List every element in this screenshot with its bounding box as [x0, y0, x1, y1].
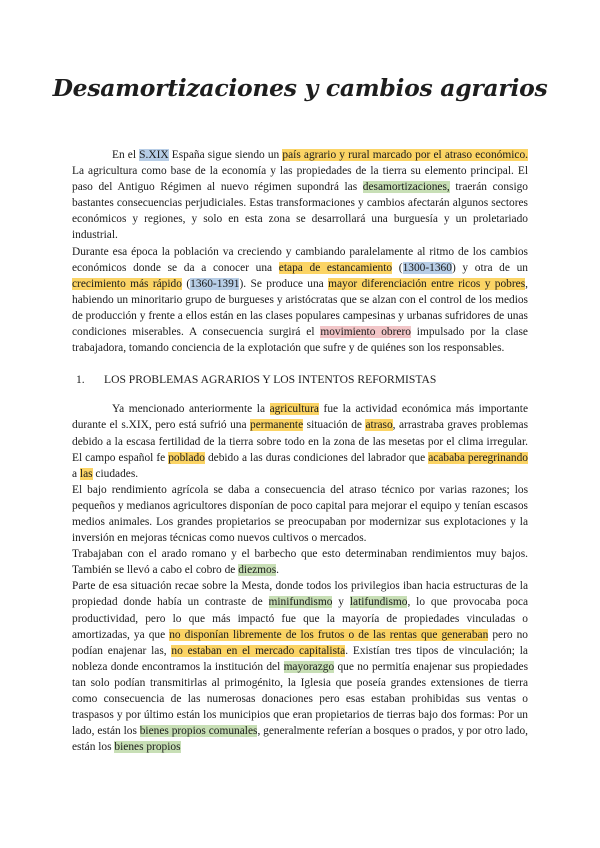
highlight-pink: movimiento obrero — [320, 326, 411, 339]
section-number: 1. — [76, 373, 85, 387]
highlight-yellow: país agrario y rural marcado por el atraso económico. — [282, 149, 528, 161]
text: Trabajaban con el arado romano y el barbecho que esto determinaban rendimientos muy bajos. También se llevó a cabo el cobro de — [72, 548, 528, 577]
text: Durante esa época la población va creciendo y cambiando paralelamente al ritmo de los cambios económicos donde se da a conocer una — [72, 245, 528, 274]
highlight-blue: 1300-1360 — [402, 261, 452, 274]
text: , arrastraba graves problemas debido a la escasa fertilidad de la tierra sobre todo en la zona de las mesetas por el clima irregular. El campo español fe — [72, 419, 529, 464]
highlight-green: latifundismo — [349, 596, 408, 609]
intro-paragraph-2 — [72, 244, 528, 357]
highlight-yellow: agricultura — [269, 403, 319, 416]
text: ( — [392, 261, 403, 274]
highlight-yellow: crecimiento más rápido — [72, 277, 182, 290]
text: . — [276, 564, 280, 577]
highlight-yellow: las — [79, 467, 93, 480]
section-paragraph-3 — [72, 546, 528, 578]
text: que no permitía enajenar sus propiedades tan solo podían transmitirlas al primogénito, la Iglesia que poseía grandes extensiones de tierra como consecuencia de las numerosas donaciones pero esas estaban prohibidas sus ventas o traspasos y por último están los municipios que eran propietarios de tierras bajo dos formas: Por un lado, están los — [72, 660, 528, 738]
text: pero no podían enajenar las, — [72, 628, 529, 657]
text: , generalmente referían a bosques o prados, y por otro lado, están los — [72, 725, 528, 754]
highlight-yellow: no disponían libremente de los frutos o de las rentas que generaban — [169, 628, 489, 641]
text: En el — [112, 149, 140, 161]
highlight-green: minifundismo — [268, 596, 333, 609]
text: traerán consigo bastantes consecuencias perjudiciales. Estas transformaciones y cambios afectarán algunos sectores económicos y regiones, y solo en esta zona se desarrollará una burguesía y un proletariado industrial. — [72, 181, 529, 242]
highlight-yellow: acababa peregrinando — [428, 451, 528, 464]
highlight-green: desamortizaciones, — [362, 181, 450, 194]
highlight-yellow: atraso — [365, 419, 393, 432]
text: ). Se produce una — [239, 277, 329, 290]
text: a — [72, 467, 80, 480]
highlight-blue: S.XIX — [139, 149, 169, 161]
text: , habiendo un minoritario grupo de burgueses y aristócratas que se alzan con el control de los medios de producción y frente a ellos están en las clases populares campesinas y urbanas sufridores de unas condiciones miserables. A consecuencia surgirá el — [72, 277, 529, 339]
text: La agricultura como base de la economía y las propiedades de la tierra su elemento principal. El paso del Antiguo Régimen al nuevo régimen supondrá las — [72, 165, 528, 194]
highlight-green: mayorazgo — [283, 660, 335, 673]
highlight-yellow: poblado — [168, 451, 205, 464]
section-heading — [72, 372, 528, 388]
highlight-yellow: no estaban en el mercado capitalista — [171, 644, 346, 657]
text: impulsado por la clase trabajadora, tomando conciencia de la explotación que sufre y de quiénes son los responsables. — [72, 326, 528, 355]
text: fue la actividad económica más importante durante el s.XIX, pero está sufrió una — [72, 403, 529, 432]
highlight-blue: 1360-1391 — [190, 277, 240, 290]
text: ( — [181, 277, 191, 290]
highlight-green: bienes propios — [114, 741, 181, 754]
text: . Existían tres tipos de vinculación; la nobleza donde encontramos la institución del — [72, 644, 528, 673]
text: situación de — [303, 419, 366, 432]
text: , lo que provocaba poca productividad, pero lo que más impactó fue que la mayoría de propiedades vinculadas o amortizadas, ya que — [72, 596, 529, 641]
text: debido a las duras condiciones del labrador que — [204, 451, 429, 464]
text: Ya mencionado anteriormente la — [112, 403, 270, 416]
highlight-yellow: mayor diferenciación entre ricos y pobres — [328, 277, 526, 290]
intro-paragraph-1 — [72, 147, 528, 244]
page-title: Desamortizaciones y cambios agrarios — [52, 74, 548, 102]
highlight-yellow: etapa de estancamiento — [278, 261, 393, 274]
section-paragraph-4 — [72, 578, 528, 755]
document-body — [72, 147, 528, 755]
highlight-green: diezmos — [238, 564, 277, 577]
text: ) y otra de un — [451, 261, 528, 274]
text: ciudades. — [92, 467, 139, 480]
text: y — [332, 596, 350, 609]
text: Parte de esa situación recae sobre la Mesta, donde todos los privilegios iban hacia estructuras de la propiedad donde había un contraste de — [72, 580, 528, 609]
highlight-green: bienes propios comunales — [139, 725, 258, 738]
section-paragraph-1 — [72, 401, 528, 481]
section-paragraph-2: El bajo rendimiento agrícola se daba a consecuencia del atraso técnico por varias razones; los pequeños y medianos agricultores disponían de poco capital para mejorar el equipo y tenían escasos medios animales. Los grandes propietarios se preocupaban por modernizar sus explotaciones y la inversión en mejoras técnicas como nuevos cultivos o mercados. — [72, 483, 528, 545]
text: España sigue siendo un — [168, 149, 283, 161]
section-title: LOS PROBLEMAS AGRARIOS Y LOS INTENTOS REFORMISTAS — [104, 373, 437, 387]
highlight-yellow: permanente — [250, 419, 304, 432]
